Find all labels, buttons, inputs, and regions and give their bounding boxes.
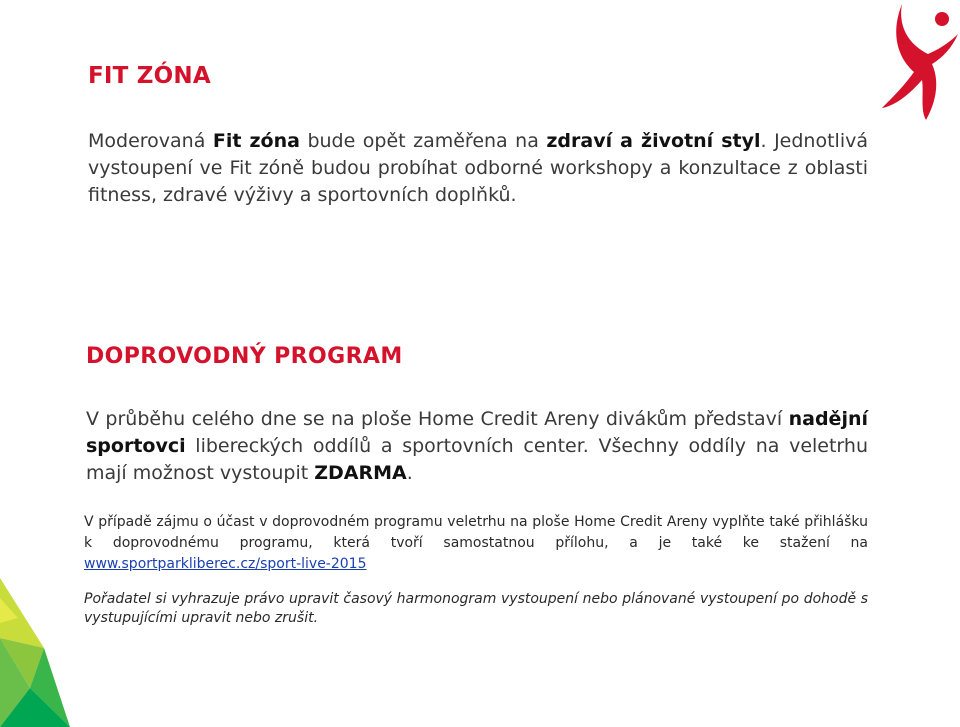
- green-triangles-decoration-icon: [0, 578, 70, 727]
- fit-text-part-3: . Jednotlivá vystoupení ve Fit zóně budou probíhat odborné workshopy a konzultace z oblasti fitness, zdravé výživy a sportovních doplňků.: [88, 130, 868, 206]
- running-figure-logo-icon: [872, 0, 960, 140]
- registration-link[interactable]: www.sportparkliberec.cz/sport-live-2015: [84, 556, 367, 572]
- free-bold: ZDARMA: [314, 462, 407, 484]
- fit-zone-paragraph: [88, 128, 868, 209]
- note-text: V případě zájmu o účast v doprovodném programu veletrhu na ploše Home Credit Areny vyplňte také přihlášku k doprovodnému programu, která tvoří samostatnou přílohu, a je také ke stažení na: [84, 514, 868, 551]
- program-title: DOPROVODNÝ PROGRAM: [86, 344, 403, 369]
- registration-note: [84, 512, 868, 575]
- fit-text-part-2: bude opět zaměřena na: [299, 130, 547, 152]
- program-text-part-2: libereckých oddílů a sportovních center. Všechny oddíly na veletrhu mají možnost vystoupit: [86, 435, 868, 484]
- fit-text-part-1: Moderovaná: [88, 130, 213, 152]
- program-text-part-3: .: [406, 462, 413, 484]
- fit-zone-title: FIT ZÓNA: [88, 63, 211, 89]
- fit-zone-bold: Fit zóna: [212, 130, 300, 152]
- health-lifestyle-bold: zdraví a životní styl: [546, 130, 761, 152]
- athletes-bold: nadějní sportovci: [86, 408, 868, 457]
- program-text-part-1: V průběhu celého dne se na ploše Home Credit Areny divákům představí: [86, 408, 789, 430]
- program-paragraph: [86, 406, 868, 487]
- disclaimer: Pořadatel si vyhrazuje právo upravit časový harmonogram vystoupení nebo plánované vystoupení po dohodě s vystupujícími upravit nebo zrušit.: [84, 591, 868, 626]
